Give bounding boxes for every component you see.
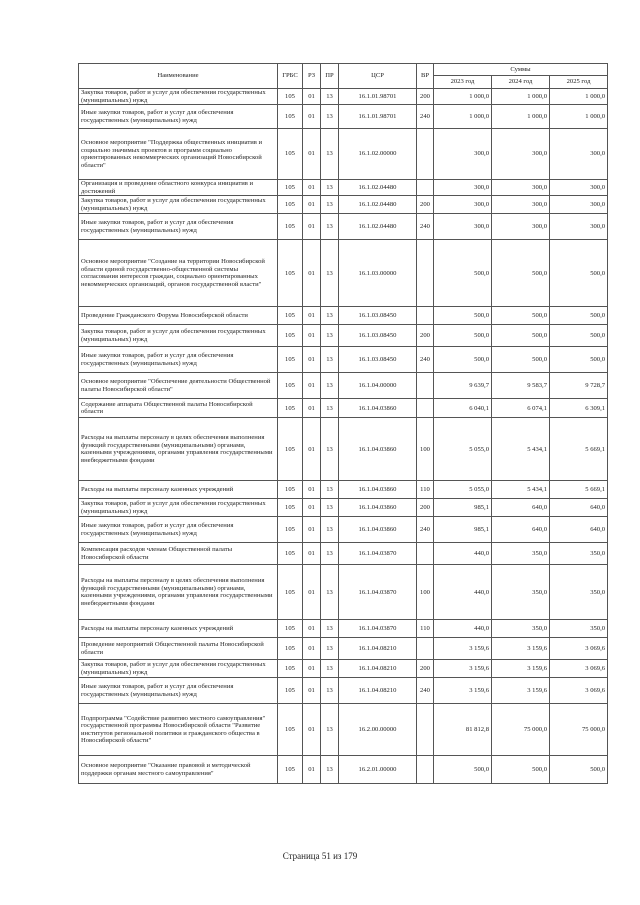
- cell-rz: 01: [303, 240, 321, 307]
- cell-grbs: 105: [278, 196, 303, 214]
- cell-y2023: 5 055,0: [434, 481, 492, 499]
- cell-csr: 16.1.03.08450: [339, 325, 417, 347]
- cell-vr: 240: [417, 347, 434, 373]
- cell-rz: 01: [303, 129, 321, 180]
- header-pr: ПР: [321, 64, 339, 89]
- cell-rz: 01: [303, 347, 321, 373]
- table-row: [79, 105, 608, 129]
- header-grbs: ГРБС: [278, 64, 303, 89]
- table-row: [79, 180, 608, 196]
- cell-y2025: 3 069,6: [550, 660, 608, 678]
- cell-pr: 13: [321, 89, 339, 105]
- cell-rz: 01: [303, 399, 321, 418]
- cell-rz: 01: [303, 373, 321, 399]
- cell-y2025: 3 069,6: [550, 638, 608, 660]
- cell-y2023: 3 159,6: [434, 678, 492, 704]
- cell-pr: 13: [321, 180, 339, 196]
- cell-y2025: 5 669,1: [550, 481, 608, 499]
- table-row: [79, 543, 608, 565]
- table-row: [79, 325, 608, 347]
- cell-y2025: 300,0: [550, 129, 608, 180]
- cell-rz: 01: [303, 418, 321, 481]
- cell-rz: 01: [303, 543, 321, 565]
- table-row: [79, 196, 608, 214]
- cell-y2025: 5 669,1: [550, 418, 608, 481]
- cell-y2024: 75 000,0: [492, 704, 550, 756]
- cell-y2024: 300,0: [492, 129, 550, 180]
- header-2023: 2023 год: [434, 76, 492, 89]
- table-row: [79, 129, 608, 180]
- cell-y2024: 350,0: [492, 543, 550, 565]
- cell-pr: 13: [321, 399, 339, 418]
- cell-csr: 16.1.04.03860: [339, 517, 417, 543]
- cell-csr: 16.1.02.04480: [339, 196, 417, 214]
- cell-name: Основное мероприятие "Поддержка общественных инициатив и социально значимых проектов и программ социально ориентированных некоммерческих организаций Новосибирской области": [79, 129, 278, 180]
- table-row: [79, 499, 608, 517]
- cell-grbs: 105: [278, 399, 303, 418]
- cell-csr: 16.2.01.00000: [339, 756, 417, 784]
- cell-y2024: 9 583,7: [492, 373, 550, 399]
- cell-csr: 16.1.03.00000: [339, 240, 417, 307]
- cell-y2024: 500,0: [492, 347, 550, 373]
- cell-y2023: 500,0: [434, 325, 492, 347]
- cell-y2024: 6 074,1: [492, 399, 550, 418]
- cell-y2024: 3 159,6: [492, 660, 550, 678]
- cell-y2025: 500,0: [550, 240, 608, 307]
- cell-rz: 01: [303, 196, 321, 214]
- cell-rz: 01: [303, 481, 321, 499]
- cell-y2023: 300,0: [434, 129, 492, 180]
- cell-csr: 16.1.04.03860: [339, 399, 417, 418]
- cell-vr: [417, 543, 434, 565]
- cell-y2023: 500,0: [434, 307, 492, 325]
- cell-pr: 13: [321, 196, 339, 214]
- cell-name: Компенсация расходов членам Общественной палаты Новосибирской области: [79, 543, 278, 565]
- cell-name: Расходы на выплаты персоналу в целях обеспечения выполнения функций государственными (муниципальными) органами, казенными учреждениями, органами управления государственными внебюджетными фондами: [79, 565, 278, 620]
- cell-rz: 01: [303, 89, 321, 105]
- cell-rz: 01: [303, 565, 321, 620]
- cell-y2023: 1 000,0: [434, 89, 492, 105]
- cell-vr: 200: [417, 89, 434, 105]
- cell-grbs: 105: [278, 660, 303, 678]
- cell-rz: 01: [303, 307, 321, 325]
- cell-pr: 13: [321, 373, 339, 399]
- table-row: [79, 756, 608, 784]
- header-2025: 2025 год: [550, 76, 608, 89]
- cell-y2024: 300,0: [492, 180, 550, 196]
- page-number: Страница 51 из 179: [282, 851, 358, 861]
- cell-y2024: 640,0: [492, 517, 550, 543]
- cell-grbs: 105: [278, 481, 303, 499]
- cell-y2024: 350,0: [492, 565, 550, 620]
- cell-y2025: 500,0: [550, 307, 608, 325]
- cell-y2023: 440,0: [434, 543, 492, 565]
- cell-csr: 16.1.02.04480: [339, 180, 417, 196]
- cell-name: Закупка товаров, работ и услуг для обеспечения государственных (муниципальных) нужд: [79, 325, 278, 347]
- cell-y2023: 985,1: [434, 517, 492, 543]
- cell-grbs: 105: [278, 307, 303, 325]
- cell-y2024: 5 434,1: [492, 418, 550, 481]
- table-row: [79, 347, 608, 373]
- table-row: [79, 240, 608, 307]
- cell-y2023: 300,0: [434, 214, 492, 240]
- cell-name: Расходы на выплаты персоналу казенных учреждений: [79, 481, 278, 499]
- cell-vr: 200: [417, 196, 434, 214]
- cell-y2025: 75 000,0: [550, 704, 608, 756]
- cell-y2023: 500,0: [434, 347, 492, 373]
- cell-name: Иные закупки товаров, работ и услуг для обеспечения государственных (муниципальных) нужд: [79, 678, 278, 704]
- cell-name: Иные закупки товаров, работ и услуг для обеспечения государственных (муниципальных) нужд: [79, 517, 278, 543]
- cell-rz: 01: [303, 499, 321, 517]
- cell-csr: 16.1.03.08450: [339, 307, 417, 325]
- cell-grbs: 105: [278, 180, 303, 196]
- cell-y2023: 1 000,0: [434, 105, 492, 129]
- cell-csr: 16.1.04.00000: [339, 373, 417, 399]
- cell-name: Расходы на выплаты персоналу казенных учреждений: [79, 620, 278, 638]
- cell-y2023: 985,1: [434, 499, 492, 517]
- table-row: [79, 660, 608, 678]
- cell-rz: 01: [303, 180, 321, 196]
- cell-pr: 13: [321, 517, 339, 543]
- cell-vr: 110: [417, 620, 434, 638]
- cell-name: Подпрограмма "Содействие развитию местного самоуправления" государственной программы Новосибирской области "Развитие институтов региональной политики и гражданского общества в Новосибирской области": [79, 704, 278, 756]
- cell-rz: 01: [303, 620, 321, 638]
- cell-y2023: 81 812,8: [434, 704, 492, 756]
- cell-pr: 13: [321, 638, 339, 660]
- header-name: Наименование: [79, 64, 278, 89]
- cell-y2025: 640,0: [550, 517, 608, 543]
- cell-vr: [417, 756, 434, 784]
- cell-vr: 240: [417, 105, 434, 129]
- cell-y2023: 500,0: [434, 756, 492, 784]
- cell-csr: 16.2.00.00000: [339, 704, 417, 756]
- cell-name: Иные закупки товаров, работ и услуг для обеспечения государственных (муниципальных) нужд: [79, 347, 278, 373]
- cell-csr: 16.1.04.03870: [339, 620, 417, 638]
- cell-csr: 16.1.02.04480: [339, 214, 417, 240]
- cell-pr: 13: [321, 214, 339, 240]
- cell-y2023: 440,0: [434, 620, 492, 638]
- cell-grbs: 105: [278, 418, 303, 481]
- cell-y2025: 500,0: [550, 325, 608, 347]
- cell-rz: 01: [303, 678, 321, 704]
- cell-vr: 240: [417, 214, 434, 240]
- cell-vr: [417, 638, 434, 660]
- cell-csr: 16.1.04.08210: [339, 638, 417, 660]
- table-row: [79, 307, 608, 325]
- cell-y2023: 440,0: [434, 565, 492, 620]
- cell-y2024: 300,0: [492, 196, 550, 214]
- cell-rz: 01: [303, 517, 321, 543]
- cell-vr: 200: [417, 499, 434, 517]
- cell-grbs: 105: [278, 756, 303, 784]
- cell-grbs: 105: [278, 499, 303, 517]
- cell-y2024: 1 000,0: [492, 105, 550, 129]
- cell-y2025: 350,0: [550, 565, 608, 620]
- table-row: [79, 481, 608, 499]
- table-body: [79, 89, 608, 784]
- cell-rz: 01: [303, 214, 321, 240]
- cell-y2025: 9 728,7: [550, 373, 608, 399]
- cell-grbs: 105: [278, 240, 303, 307]
- cell-pr: 13: [321, 347, 339, 373]
- header-vr: ВР: [417, 64, 434, 89]
- cell-y2025: 500,0: [550, 347, 608, 373]
- cell-vr: [417, 180, 434, 196]
- cell-pr: 13: [321, 678, 339, 704]
- cell-csr: 16.1.03.08450: [339, 347, 417, 373]
- cell-pr: 13: [321, 418, 339, 481]
- cell-y2025: 300,0: [550, 214, 608, 240]
- cell-pr: 13: [321, 704, 339, 756]
- cell-vr: 200: [417, 325, 434, 347]
- cell-y2023: 3 159,6: [434, 638, 492, 660]
- cell-y2023: 9 639,7: [434, 373, 492, 399]
- cell-y2025: 300,0: [550, 180, 608, 196]
- cell-vr: 100: [417, 565, 434, 620]
- cell-y2023: 300,0: [434, 180, 492, 196]
- cell-pr: 13: [321, 620, 339, 638]
- cell-vr: [417, 373, 434, 399]
- cell-pr: 13: [321, 565, 339, 620]
- cell-rz: 01: [303, 756, 321, 784]
- cell-name: Иные закупки товаров, работ и услуг для обеспечения государственных (муниципальных) нужд: [79, 105, 278, 129]
- cell-y2024: 350,0: [492, 620, 550, 638]
- table-row: [79, 418, 608, 481]
- cell-grbs: 105: [278, 373, 303, 399]
- cell-csr: 16.1.04.08210: [339, 678, 417, 704]
- cell-y2025: 1 000,0: [550, 105, 608, 129]
- cell-vr: 240: [417, 517, 434, 543]
- table-header: [79, 64, 608, 89]
- cell-name: Закупка товаров, работ и услуг для обеспечения государственных (муниципальных) нужд: [79, 196, 278, 214]
- cell-y2023: 300,0: [434, 196, 492, 214]
- budget-table: [78, 63, 608, 784]
- cell-y2024: 1 000,0: [492, 89, 550, 105]
- table-row: [79, 620, 608, 638]
- cell-y2024: 500,0: [492, 307, 550, 325]
- cell-pr: 13: [321, 105, 339, 129]
- cell-y2025: 500,0: [550, 756, 608, 784]
- cell-name: Основное мероприятие "Оказание правовой и методической поддержки органам местного самоуправления": [79, 756, 278, 784]
- cell-pr: 13: [321, 481, 339, 499]
- cell-csr: 16.1.01.98701: [339, 105, 417, 129]
- cell-grbs: 105: [278, 325, 303, 347]
- header-csr: ЦСР: [339, 64, 417, 89]
- cell-csr: 16.1.04.03860: [339, 499, 417, 517]
- cell-name: Содержание аппарата Общественной палаты Новосибирской области: [79, 399, 278, 418]
- cell-y2024: 3 159,6: [492, 678, 550, 704]
- cell-y2025: 1 000,0: [550, 89, 608, 105]
- cell-y2024: 5 434,1: [492, 481, 550, 499]
- cell-pr: 13: [321, 660, 339, 678]
- cell-grbs: 105: [278, 638, 303, 660]
- table-row: [79, 565, 608, 620]
- cell-pr: 13: [321, 756, 339, 784]
- cell-pr: 13: [321, 307, 339, 325]
- cell-y2024: 500,0: [492, 756, 550, 784]
- cell-csr: 16.1.02.00000: [339, 129, 417, 180]
- table-row: [79, 214, 608, 240]
- cell-y2024: 3 159,6: [492, 638, 550, 660]
- header-rz: РЗ: [303, 64, 321, 89]
- cell-grbs: 105: [278, 89, 303, 105]
- cell-y2023: 5 055,0: [434, 418, 492, 481]
- cell-csr: 16.1.04.03860: [339, 418, 417, 481]
- cell-pr: 13: [321, 240, 339, 307]
- cell-name: Проведение мероприятий Общественной палаты Новосибирской области: [79, 638, 278, 660]
- cell-rz: 01: [303, 325, 321, 347]
- cell-pr: 13: [321, 325, 339, 347]
- cell-csr: 16.1.04.03860: [339, 481, 417, 499]
- table-row: [79, 678, 608, 704]
- cell-y2023: 6 040,1: [434, 399, 492, 418]
- cell-name: Иные закупки товаров, работ и услуг для обеспечения государственных (муниципальных) нужд: [79, 214, 278, 240]
- cell-rz: 01: [303, 638, 321, 660]
- cell-vr: [417, 240, 434, 307]
- cell-csr: 16.1.04.03870: [339, 565, 417, 620]
- table-row: [79, 704, 608, 756]
- header-sums: Суммы: [434, 64, 608, 76]
- cell-csr: 16.1.04.08210: [339, 660, 417, 678]
- cell-grbs: 105: [278, 565, 303, 620]
- cell-y2024: 500,0: [492, 325, 550, 347]
- cell-name: Организация и проведение областного конкурса инициатив и достижений: [79, 180, 278, 196]
- cell-vr: [417, 704, 434, 756]
- cell-vr: [417, 307, 434, 325]
- cell-csr: 16.1.01.98701: [339, 89, 417, 105]
- cell-grbs: 105: [278, 129, 303, 180]
- cell-name: Закупка товаров, работ и услуг для обеспечения государственных (муниципальных) нужд: [79, 660, 278, 678]
- cell-name: Закупка товаров, работ и услуг для обеспечения государственных (муниципальных) нужд: [79, 89, 278, 105]
- cell-y2025: 300,0: [550, 196, 608, 214]
- cell-rz: 01: [303, 660, 321, 678]
- cell-rz: 01: [303, 704, 321, 756]
- cell-pr: 13: [321, 499, 339, 517]
- cell-vr: 110: [417, 481, 434, 499]
- cell-grbs: 105: [278, 704, 303, 756]
- cell-grbs: 105: [278, 620, 303, 638]
- cell-y2023: 500,0: [434, 240, 492, 307]
- cell-grbs: 105: [278, 517, 303, 543]
- cell-grbs: 105: [278, 214, 303, 240]
- cell-y2025: 350,0: [550, 543, 608, 565]
- table-row: [79, 638, 608, 660]
- cell-grbs: 105: [278, 678, 303, 704]
- cell-name: Закупка товаров, работ и услуг для обеспечения государственных (муниципальных) нужд: [79, 499, 278, 517]
- table-row: [79, 89, 608, 105]
- cell-name: Расходы на выплаты персоналу в целях обеспечения выполнения функций государственными (муниципальными) органами, казенными учреждениями, органами управления государственными внебюджетными фондами: [79, 418, 278, 481]
- cell-grbs: 105: [278, 347, 303, 373]
- cell-y2024: 300,0: [492, 214, 550, 240]
- table-row: [79, 399, 608, 418]
- cell-y2023: 3 159,6: [434, 660, 492, 678]
- cell-vr: [417, 129, 434, 180]
- cell-name: Основное мероприятие "Создание на территории Новосибирской области единой государственно-общественной системы согласования интересов граждан, социально ориентированных некоммерческих организаций, органов государственной власти": [79, 240, 278, 307]
- cell-grbs: 105: [278, 543, 303, 565]
- header-2024: 2024 год: [492, 76, 550, 89]
- cell-vr: 100: [417, 418, 434, 481]
- cell-vr: 240: [417, 678, 434, 704]
- cell-vr: [417, 399, 434, 418]
- cell-grbs: 105: [278, 105, 303, 129]
- cell-name: Проведение Гражданского Форума Новосибирской области: [79, 307, 278, 325]
- cell-rz: 01: [303, 105, 321, 129]
- cell-y2024: 640,0: [492, 499, 550, 517]
- cell-y2025: 6 309,1: [550, 399, 608, 418]
- cell-name: Основное мероприятие "Обеспечение деятельности Общественной палаты Новосибирской области": [79, 373, 278, 399]
- cell-y2025: 3 069,6: [550, 678, 608, 704]
- cell-y2025: 350,0: [550, 620, 608, 638]
- table-row: [79, 373, 608, 399]
- cell-pr: 13: [321, 543, 339, 565]
- table-row: [79, 517, 608, 543]
- cell-csr: 16.1.04.03870: [339, 543, 417, 565]
- cell-pr: 13: [321, 129, 339, 180]
- cell-vr: 200: [417, 660, 434, 678]
- cell-y2024: 500,0: [492, 240, 550, 307]
- cell-y2025: 640,0: [550, 499, 608, 517]
